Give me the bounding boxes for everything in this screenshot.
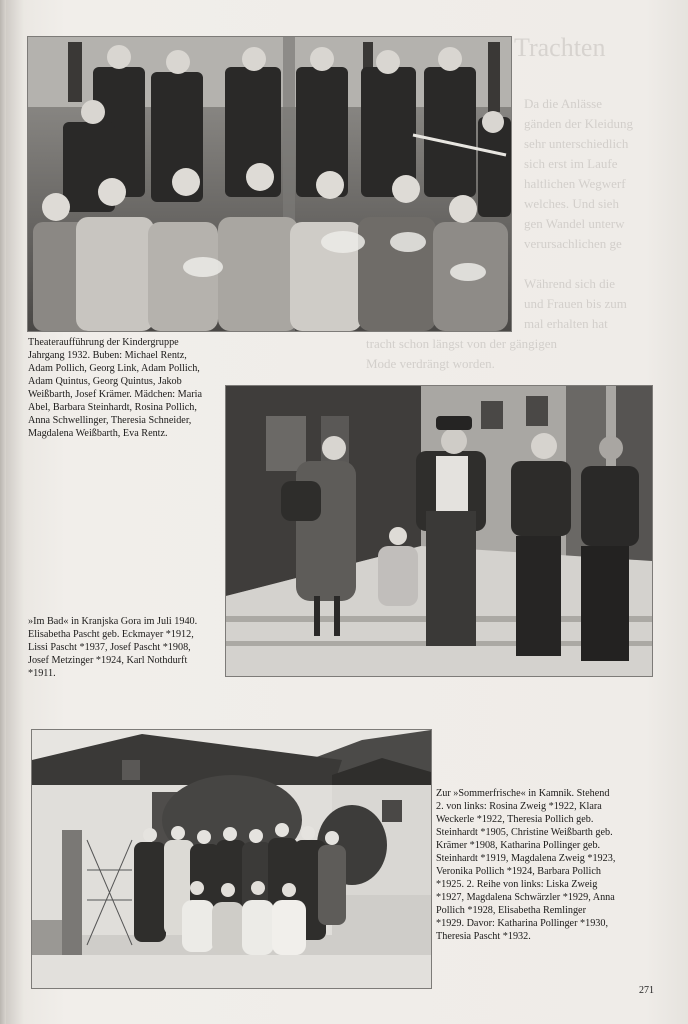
page-number: 271 (639, 985, 654, 996)
bleed-through-line: verursachlichen ge (524, 236, 622, 251)
bleed-through-line: tracht schon längst von der gängigen (366, 336, 557, 351)
bleed-through-heading: Trachten (514, 33, 606, 62)
bleed-through-line: gänden der Kleidung (524, 116, 634, 131)
photo-theatre-group-image (28, 37, 511, 331)
caption-text: Zur »Sommerfrische« in Kamnik. Stehend 2. von links: Rosina Zweig *1922, Klara Weckerle *1922, Theresia Pollich geb. Steinhardt *1905, Christine Weißbarth geb. Krämer *1908, Katharina Pollinger geb. Steinhardt *1919, Magdalena Zweig *1923, Veronika Pollich *1924, Barbara Pollich *1925. 2. Reihe von links: Liska Zweig *1927, Magdalena Schwärzler *1929, Anna Pollich *1928, Elisabetha Remlinger *1929. Davor: Katharina Pollinger *1930, Theresia Pascht *1932. (436, 788, 616, 942)
bleed-through-line: Da die Anlässe (524, 96, 602, 111)
bleed-through-line: sich erst im Laufe (524, 156, 618, 171)
caption-text: Theateraufführung der Kindergruppe Jahrgang 1932. Buben: Michael Rentz, Adam Pollich, Georg Link, Adam Pollich, Adam Quintus, Georg Quintus, Jakob Weißbarth, Josef Krämer. Mädchen: Maria Abel, Barbara Steinhardt, Rosina Pollich, Anna Schwellinger, Theresia Schneider, Magdalena Weißbarth, Eva Rentz. (28, 337, 203, 439)
bleed-through-line: haltlichen Wegwerf (524, 176, 626, 191)
photo-caption-kamnik (436, 787, 616, 943)
caption-text: »Im Bad« in Kranjska Gora im Juli 1940. Elisabetha Pascht geb. Eckmayer *1912, Lissi Pascht *1937, Josef Pascht *1908, Josef Metzinger *1924, Karl Nothdurft *1911. (28, 616, 198, 679)
bleed-through-line: gen Wandel unterw (524, 216, 625, 231)
photo-kamnik (32, 730, 431, 988)
photo-kranjska-gora (226, 386, 652, 676)
photo-caption-kranjska-gora (28, 615, 208, 680)
photo-kamnik-image (32, 730, 431, 988)
bleed-through-line: sehr unterschiedlich (524, 136, 629, 151)
bleed-through-line: mal erhalten hat (524, 316, 608, 331)
bleed-through-line: Während sich die (524, 276, 615, 291)
bleed-through-line: welches. Und sieh (524, 196, 619, 211)
photo-kranjska-gora-image (226, 386, 652, 676)
bleed-through-line: und Frauen bis zum (524, 296, 627, 311)
bleed-through-line: Mode verdrängt worden. (366, 356, 495, 371)
photo-theatre-group (28, 37, 511, 331)
book-page (6, 0, 688, 1024)
photo-caption-theatre-group (28, 336, 206, 440)
